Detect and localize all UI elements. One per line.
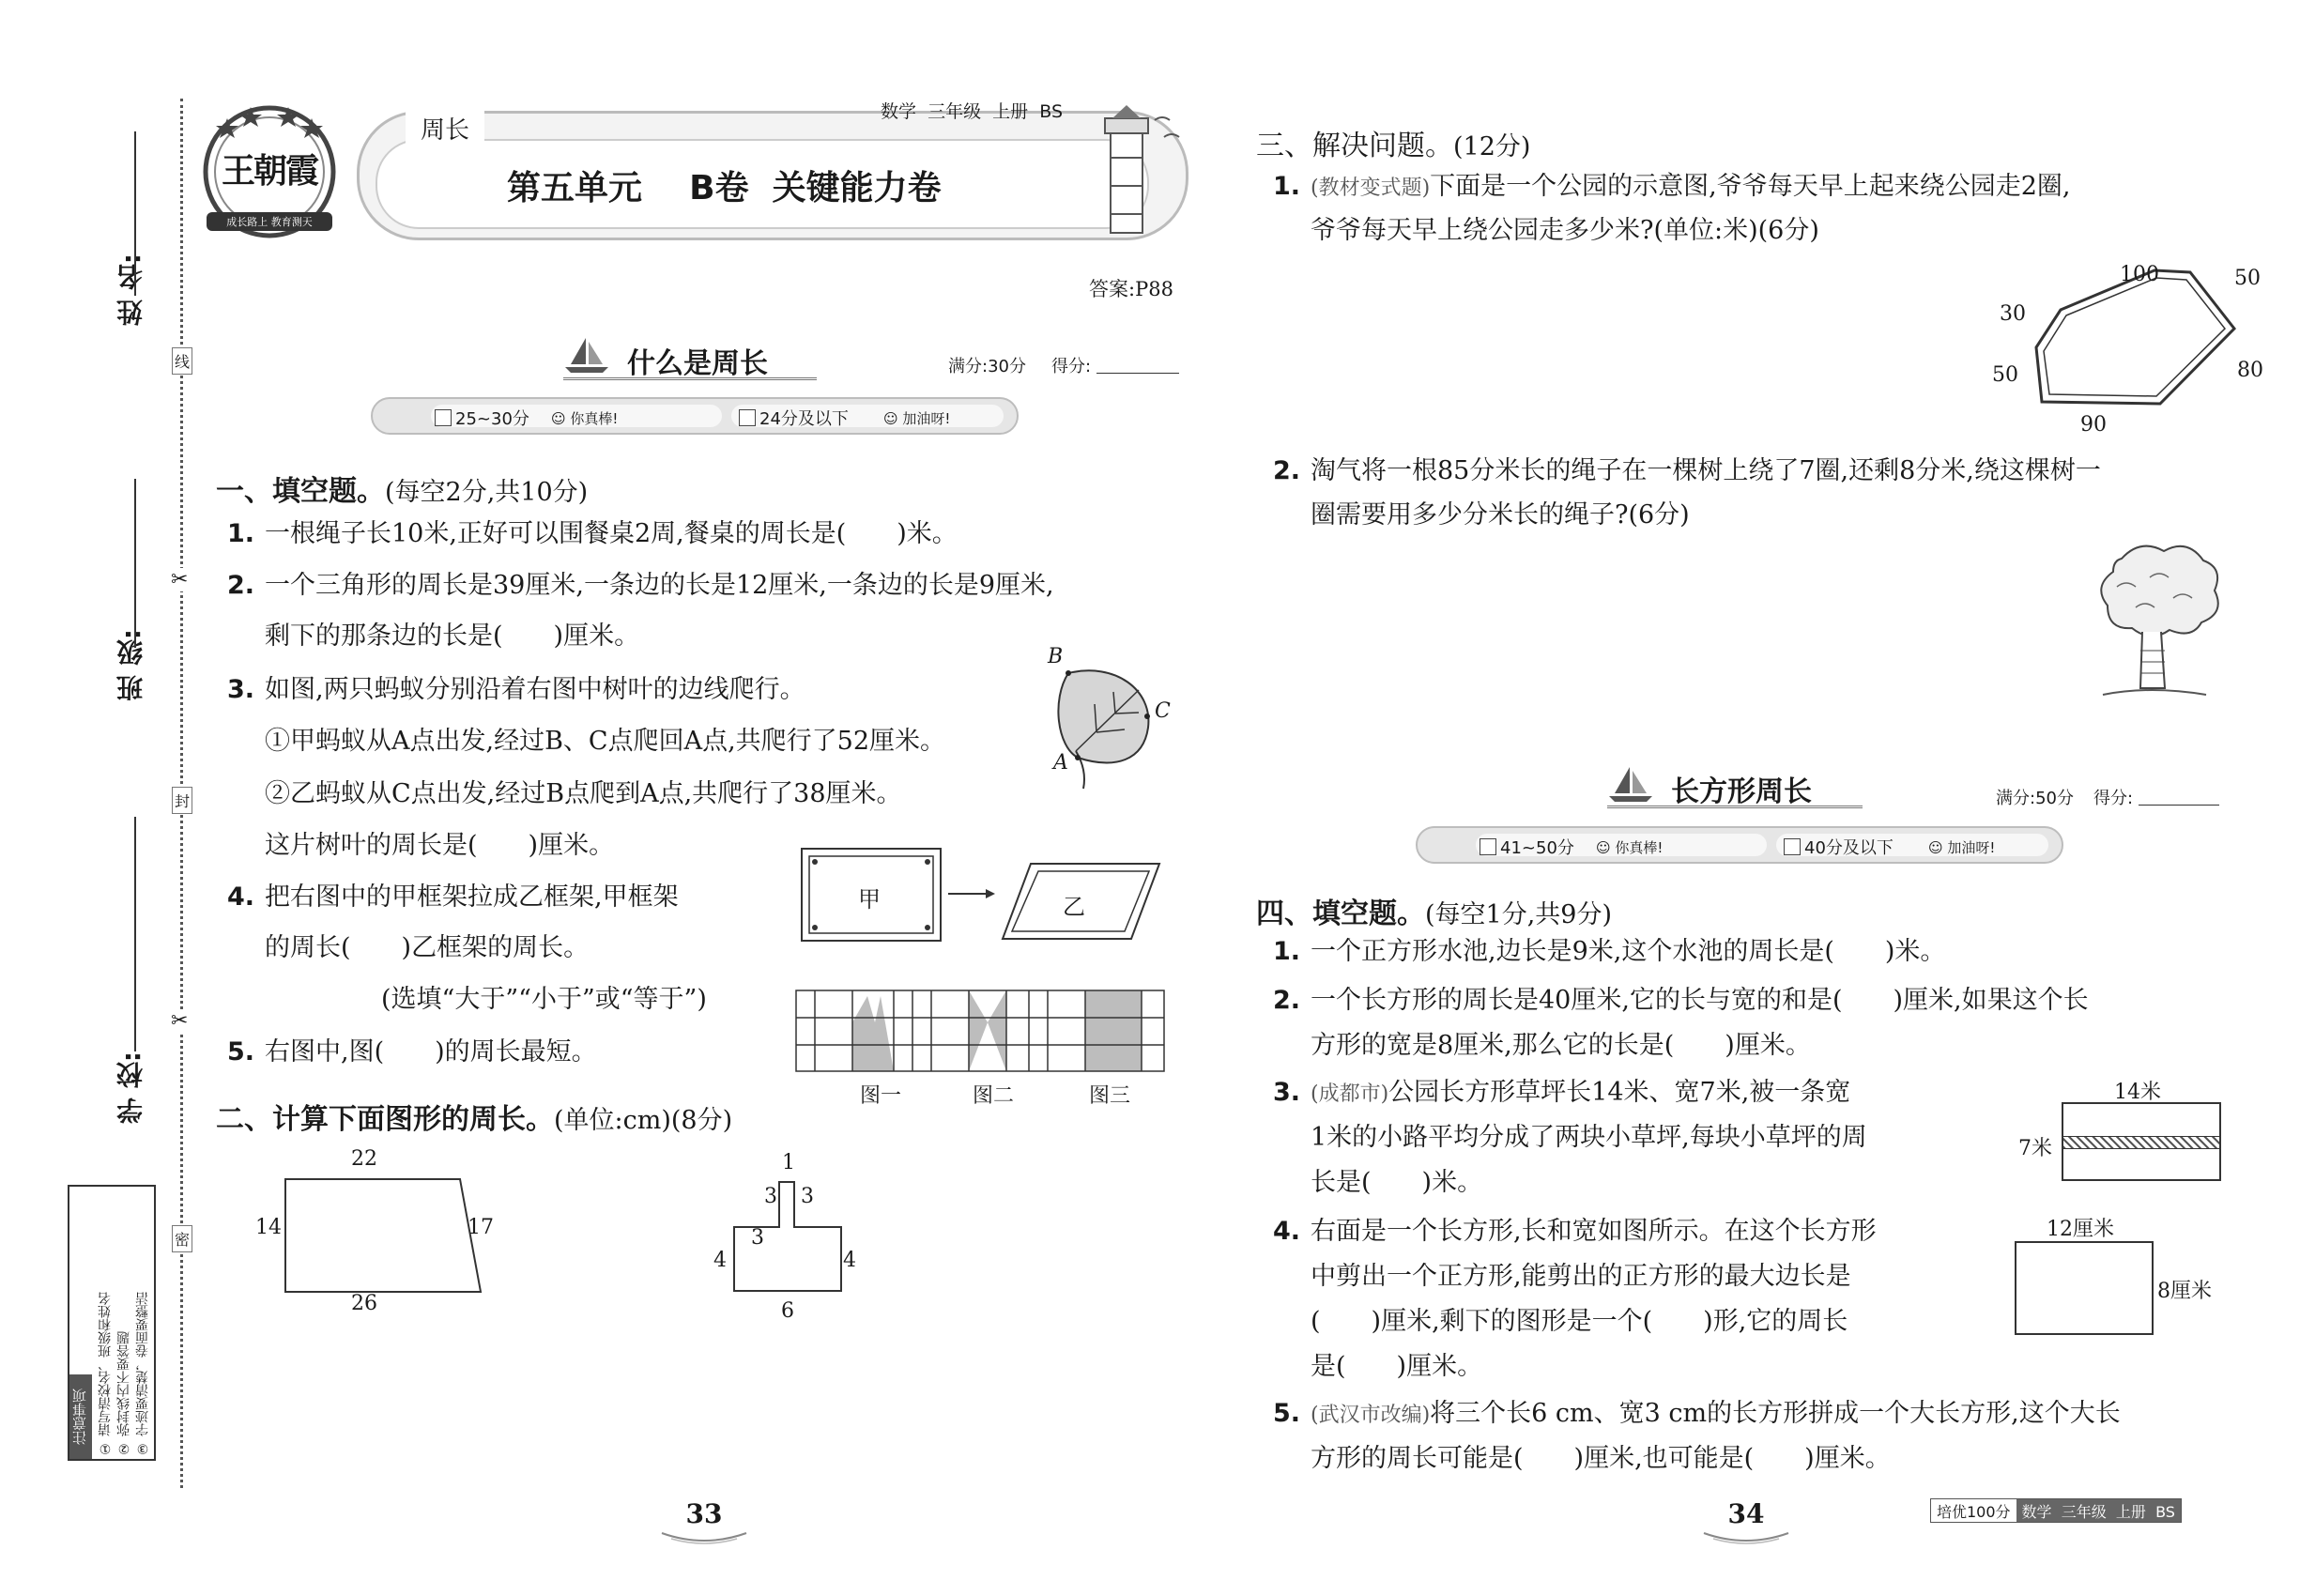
f3-text-line3: 长是( )米。 — [1311, 1168, 1483, 1197]
q3-text-line4: 这片树叶的周长是( )厘米。 — [265, 831, 615, 860]
p1-text-line2: 爷爷每天早上绕公园走多少米?(单位:米)(6分) — [1311, 216, 1819, 245]
rectangle-width: 8厘米 — [2157, 1280, 2212, 1303]
rectangle-length: 12厘米 — [2047, 1218, 2114, 1241]
p2-text-line2: 圈需要用多少分米长的绳子?(6分) — [1311, 500, 1690, 529]
section-title-rectangle: 长方形周长 — [1671, 775, 1812, 808]
pill-range-b[interactable]: 24分及以下 — [739, 406, 849, 430]
name-underline[interactable] — [134, 131, 136, 296]
notice-item-1: ① 请写清校名、班级和姓名 — [98, 1291, 113, 1455]
q5-number: 5. — [227, 1037, 255, 1067]
f2-text-line2: 方形的宽是8厘米,那么它的长是( )厘米。 — [1311, 1031, 1811, 1060]
pill-praise-a-right: ☺ 你真棒! — [1596, 839, 1664, 856]
frame-figure — [798, 845, 1164, 944]
q2-number: 2. — [227, 571, 255, 600]
brand-slogan: 成长路上 教育测天 — [226, 216, 313, 228]
full-score-left: 满分:30分 — [948, 357, 1026, 376]
notice-item-3: ③ 字迹要清楚，卷面要整洁 — [135, 1291, 150, 1455]
score-pill-left — [371, 397, 1019, 435]
score-label-left: 得分: — [1051, 357, 1092, 376]
f1-number: 1. — [1273, 937, 1301, 966]
park-left: 50 — [1992, 363, 2018, 387]
park-top: 100 — [2120, 263, 2159, 286]
score-input-left[interactable] — [1096, 373, 1179, 374]
footer-tag: 培优100分 数学 三年级 上册 BS — [1930, 1498, 2182, 1523]
shape-bottom-6: 6 — [781, 1299, 794, 1323]
leaf-point-c: C — [1155, 699, 1171, 723]
shape-right-4: 4 — [843, 1249, 856, 1272]
sailboat-icon-right — [1607, 765, 1654, 806]
notice-title: 注意事项 — [69, 1374, 92, 1459]
score-label-right: 得分: — [2093, 789, 2134, 808]
lawn-path — [2063, 1136, 2219, 1149]
class-underline[interactable] — [134, 479, 136, 648]
brand-name: 王朝霞 — [221, 151, 317, 191]
q3-text-line3: ②乙蚂蚁从C点出发,经过B点爬到A点,共爬行了38厘米。 — [265, 779, 902, 808]
f2-number: 2. — [1273, 986, 1301, 1015]
page-number-left: 33 — [657, 1498, 751, 1548]
q1-text: 一根绳子长10米,正好可以围餐桌2周,餐桌的周长是( )米。 — [265, 519, 958, 548]
lighthouse-icon — [1084, 101, 1188, 246]
park-top-left: 30 — [2000, 302, 2026, 326]
trapezoid-figure — [282, 1175, 488, 1301]
f5-number: 5. — [1273, 1399, 1301, 1428]
grid-figures — [794, 987, 1166, 1076]
part1-heading: 一、填空题。(每空2分,共10分) — [216, 475, 589, 508]
header-meta: 数学 三年级 上册 BS — [881, 101, 1063, 122]
q4-text-line1: 把右图中的甲框架拉成乙框架,甲框架 — [265, 882, 679, 912]
pill-range-a-right[interactable]: 41~50分 — [1480, 835, 1574, 859]
cut-char-1: 线 — [172, 347, 192, 375]
park-right: 80 — [2237, 359, 2263, 382]
shape-top-1: 1 — [782, 1151, 795, 1174]
q1-number: 1. — [227, 519, 255, 548]
section-title-perimeter: 什么是周长 — [627, 347, 768, 380]
leaf-figure — [1048, 645, 1172, 793]
section-title-underline-right — [1607, 806, 1863, 808]
frame-jia-label: 甲 — [858, 886, 881, 913]
shape-left-4: 4 — [713, 1249, 727, 1272]
scissors-icon: ✂ — [171, 568, 189, 591]
brand-logo — [199, 101, 340, 242]
q3-text-line2: ①甲蚂蚁从A点出发,经过B、C点爬回A点,共爬行了52厘米。 — [265, 727, 946, 756]
shape-left-3b: 3 — [751, 1226, 764, 1250]
q3-number: 3. — [227, 675, 255, 704]
page-number-right: 34 — [1699, 1498, 1793, 1548]
f3-text-line1: (成都市)公园长方形草坪长14米、宽7米,被一条宽 — [1311, 1078, 1851, 1107]
notice-item-2: ② 弥封线内不要答题 — [116, 1330, 131, 1455]
park-top-right: 50 — [2234, 267, 2261, 290]
lawn-width: 7米 — [2018, 1137, 2052, 1160]
q4-number: 4. — [227, 882, 255, 912]
pill-range-a[interactable]: 25~30分 — [435, 406, 529, 430]
score-input-right[interactable] — [2139, 805, 2219, 806]
f3-number: 3. — [1273, 1078, 1301, 1107]
trapezoid-left: 14 — [255, 1216, 282, 1239]
q4-text-line2: 的周长( )乙框架的周长。 — [265, 933, 590, 962]
part4-heading: 四、填空题。(每空1分,共9分) — [1256, 898, 1613, 930]
f4-text-line4: 是( )厘米。 — [1311, 1352, 1483, 1381]
part3-heading: 三、解决问题。(12分) — [1256, 130, 1531, 162]
rectangle-figure — [2015, 1241, 2154, 1335]
f5-text-line1: (武汉市改编)将三个长6 cm、宽3 cm的长方形拼成一个大长方形,这个大长 — [1311, 1399, 2121, 1428]
pill-praise-b-right: ☺ 加油呀! — [1928, 839, 1996, 856]
frame-yi-label: 乙 — [1063, 894, 1085, 920]
scissors-icon-2: ✂ — [171, 1009, 189, 1033]
leaf-point-a: A — [1053, 751, 1068, 775]
tree-illustration — [2084, 540, 2225, 713]
f2-text-line1: 一个长方形的周长是40厘米,它的长与宽的和是( )厘米,如果这个长 — [1311, 986, 2089, 1015]
p2-text-line1: 淘气将一根85分米长的绳子在一棵树上绕了7圈,还剩8分米,绕这棵树一 — [1311, 456, 2101, 485]
answer-reference: 答案:P88 — [1089, 278, 1173, 300]
trapezoid-bottom: 26 — [351, 1292, 377, 1315]
q4-text-line3: (选填“大于”“小于”或“等于”) — [381, 985, 707, 1014]
stepped-shape-figure — [730, 1178, 849, 1298]
p1-text-line1: (教材变式题)下面是一个公园的示意图,爷爷每天早上起来绕公园走2圈, — [1311, 172, 2071, 201]
shape-left-3a: 3 — [764, 1185, 777, 1208]
f4-text-line2: 中剪出一个正方形,能剪出的正方形的最大边长是 — [1311, 1262, 1851, 1291]
f3-text-line2: 1米的小路平均分成了两块小草坪,每块小草坪的周 — [1311, 1123, 1867, 1152]
fig2-label: 图二 — [973, 1084, 1015, 1108]
f4-text-line3: ( )厘米,剩下的图形是一个( )形,它的周长 — [1311, 1307, 1848, 1336]
fig3-label: 图三 — [1089, 1084, 1131, 1108]
trapezoid-right: 17 — [468, 1216, 494, 1239]
cut-char-2: 封 — [172, 787, 192, 814]
f4-number: 4. — [1273, 1217, 1301, 1246]
pill-range-b-right[interactable]: 40分及以下 — [1784, 835, 1894, 859]
topic-tab: 周长 — [406, 111, 484, 146]
q5-text: 右图中,图( )的周长最短。 — [265, 1037, 597, 1067]
section-title-underline — [563, 377, 817, 380]
notice-box — [68, 1185, 156, 1461]
school-label: 学 校: — [115, 1051, 146, 1124]
name-label: 姓 名: — [115, 253, 146, 326]
q3-text-line1: 如图,两只蚂蚁分别沿着右图中树叶的边线爬行。 — [265, 675, 805, 704]
part2-heading: 二、计算下面图形的周长。(单位:cm)(8分) — [216, 1103, 733, 1136]
pill-praise-a: ☺ 你真棒! — [551, 410, 619, 427]
cut-char-3: 密 — [172, 1225, 192, 1252]
p2-number: 2. — [1273, 456, 1301, 485]
f1-text: 一个正方形水池,边长是9米,这个水池的周长是( )米。 — [1311, 937, 1946, 966]
score-pill-right — [1416, 826, 2063, 864]
f5-text-line2: 方形的周长可能是( )厘米,也可能是( )厘米。 — [1311, 1444, 1891, 1473]
lawn-length: 14米 — [2114, 1081, 2161, 1104]
page-title: 第五单元 B卷 关键能力卷 — [507, 169, 942, 207]
fig1-label: 图一 — [860, 1084, 902, 1108]
q2-text-line2: 剩下的那条边的长是( )厘米。 — [265, 622, 640, 651]
pill-praise-b: ☺ 加油呀! — [883, 410, 951, 427]
lawn-figure — [2062, 1102, 2221, 1181]
p1-number: 1. — [1273, 172, 1301, 201]
full-score-right: 满分:50分 — [1996, 789, 2074, 808]
school-underline[interactable] — [134, 817, 136, 1051]
sailboat-icon — [563, 336, 610, 377]
park-bottom: 90 — [2080, 413, 2107, 437]
f4-text-line1: 右面是一个长方形,长和宽如图所示。在这个长方形 — [1311, 1217, 1877, 1246]
q2-text-line1: 一个三角形的周长是39厘米,一条边的长是12厘米,一条边的长是9厘米, — [265, 571, 1054, 600]
trapezoid-top: 22 — [351, 1147, 377, 1171]
shape-right-3a: 3 — [801, 1185, 814, 1208]
leaf-point-b: B — [1048, 645, 1064, 668]
class-label: 班 级: — [115, 629, 146, 701]
